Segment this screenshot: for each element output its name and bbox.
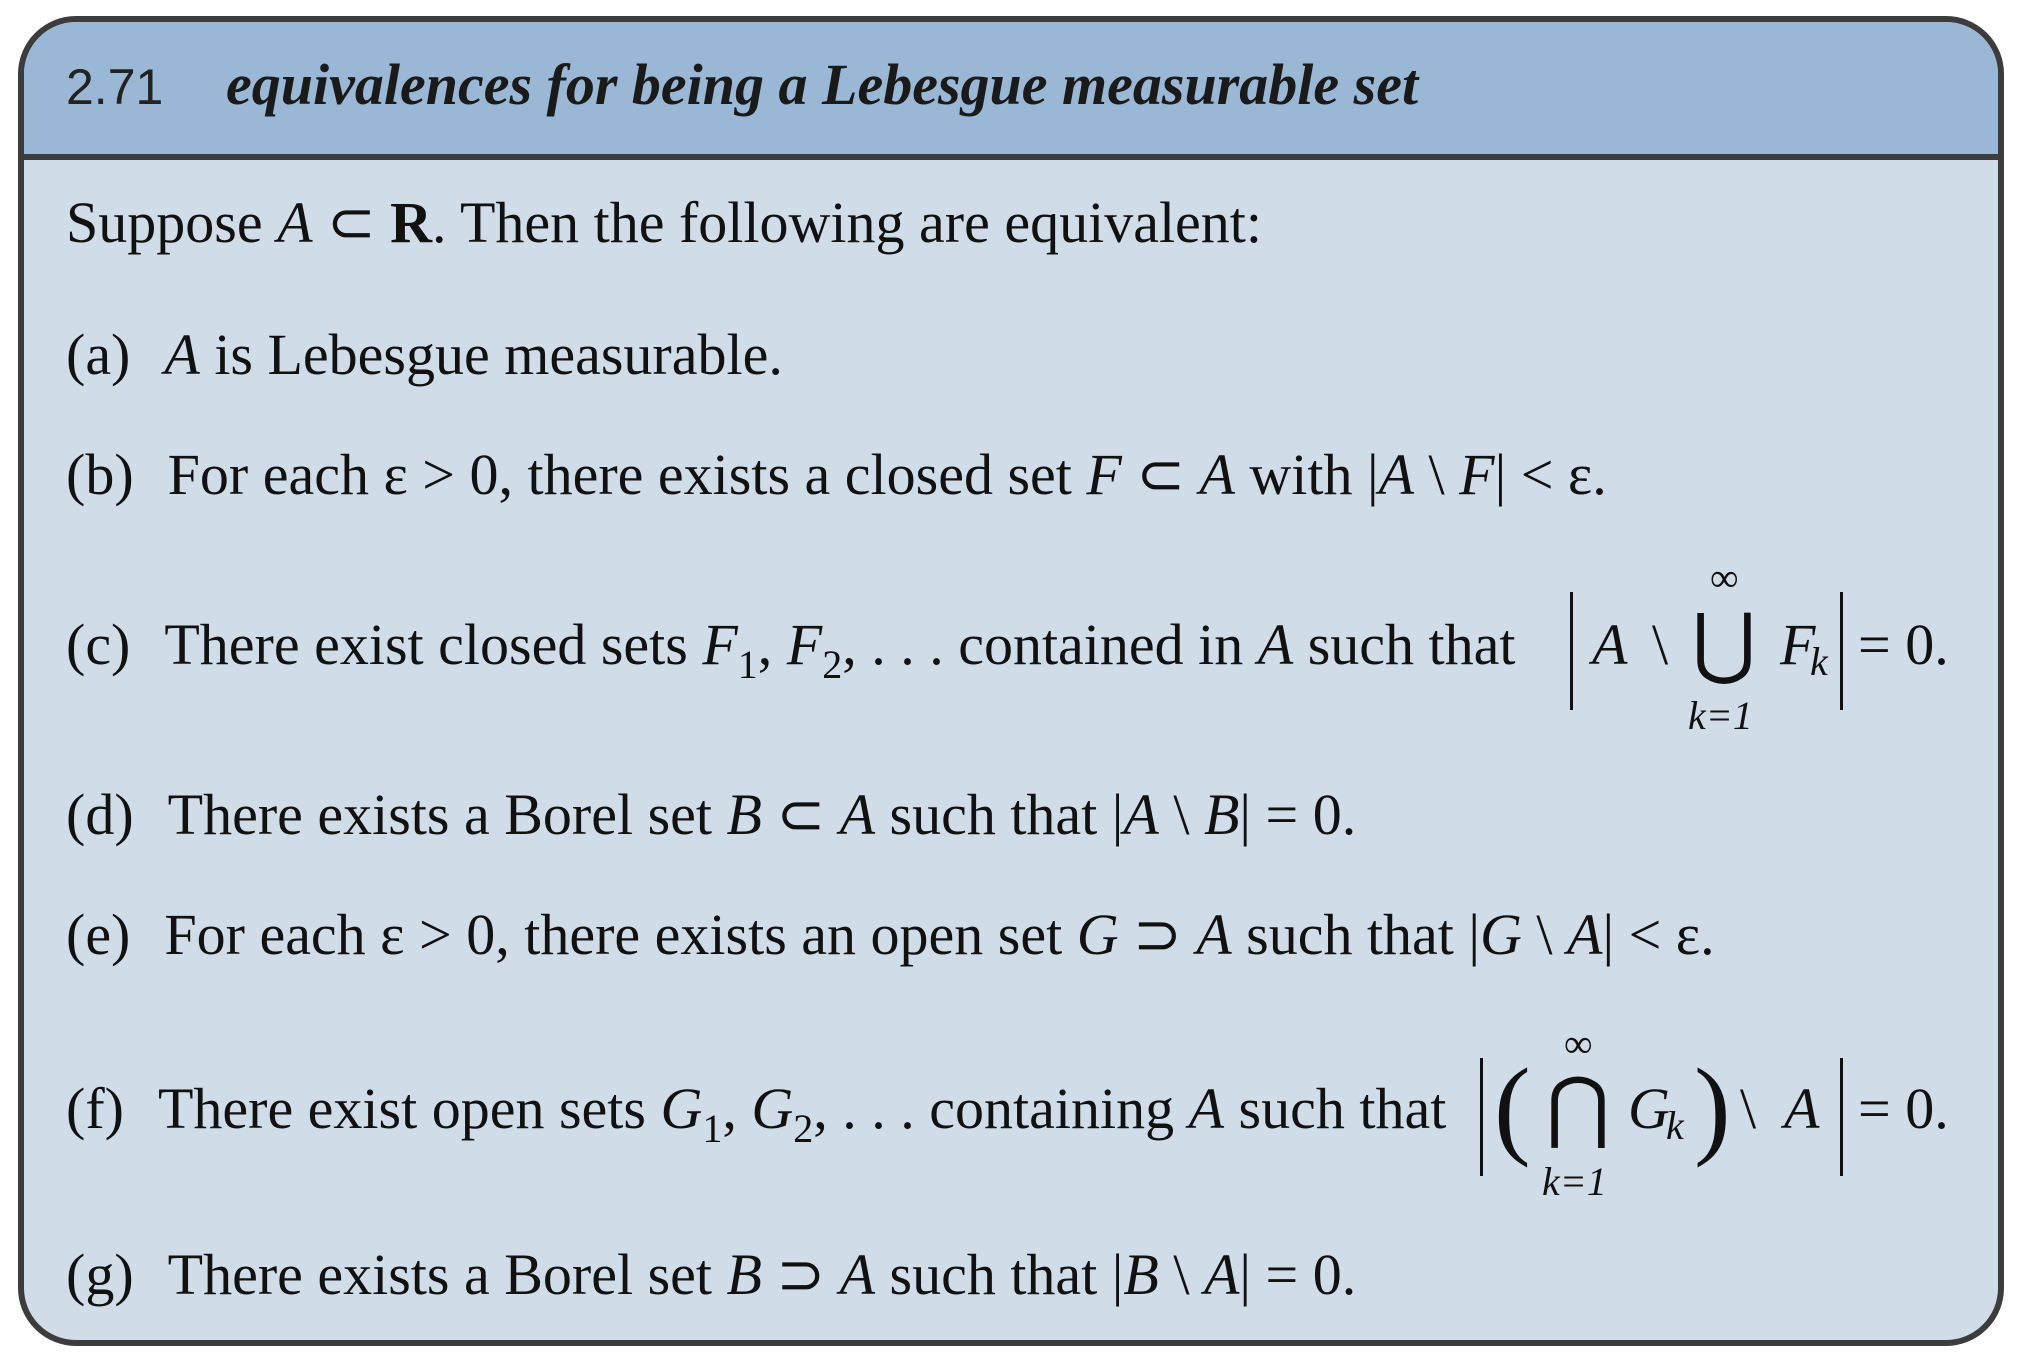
item-label: (b)	[66, 442, 134, 507]
abs-bar-left	[1480, 1058, 1483, 1176]
math-subscript-k: k	[1666, 1103, 1684, 1148]
math-G: G	[1628, 1076, 1670, 1141]
theorem-number: 2.71	[66, 59, 164, 115]
equals-zero: = 0.	[1858, 1076, 1949, 1141]
item-label: (e)	[66, 902, 131, 967]
abs-bar-right	[1840, 1058, 1843, 1176]
intersection-upper-limit: ∞	[1564, 1021, 1593, 1066]
left-paren: (	[1494, 1046, 1531, 1168]
math-subscript-k: k	[1810, 639, 1828, 684]
math-F: F	[1780, 612, 1816, 677]
theorem-header	[24, 22, 1998, 160]
item-label: (g)	[66, 1242, 134, 1307]
right-paren: )	[1694, 1046, 1731, 1168]
item-f: (f) There exist open sets $G_1$, $G_2$, . . . containing A such that	[66, 1076, 1447, 1151]
math-A: A	[1592, 612, 1628, 677]
setminus-symbol: \	[1652, 612, 1669, 677]
item-label: (f)	[66, 1076, 124, 1141]
intersection-lower-limit: k=1	[1542, 1159, 1607, 1204]
theorem-title: equivalences for being a Lebesgue measurable set	[226, 52, 1419, 117]
item-b: (b) For each ε > 0, there exists a closed set F ⊂ A with |A \ F| < ε.	[66, 442, 1607, 507]
item-c: (c) There exist closed sets $F_1$, $F_2$, . . . contained in A such that	[66, 612, 1516, 687]
item-g: (g) There exists a Borel set B ⊃ A such that |B \ A| = 0.	[66, 1242, 1357, 1307]
big-union-symbol: ⋃	[1692, 599, 1756, 686]
theorem-intro: Suppose A ⊂ R. Then the following are equivalent:	[66, 190, 1263, 255]
abs-bar-right	[1840, 592, 1843, 710]
item-e: (e) For each ε > 0, there exists an open set G ⊃ A such that |G \ A| < ε.	[66, 902, 1715, 967]
item-label: (d)	[66, 782, 134, 847]
math-A: A	[1784, 1076, 1820, 1141]
item-label: (a)	[66, 322, 131, 387]
item-label: (c)	[66, 612, 131, 677]
theorem-box	[18, 16, 2004, 1346]
union-upper-limit: ∞	[1710, 555, 1739, 600]
union-lower-limit: k=1	[1688, 693, 1753, 738]
abs-bar-left	[1570, 592, 1573, 710]
equals-zero: = 0.	[1858, 612, 1949, 677]
big-intersection-symbol: ⋂	[1546, 1063, 1610, 1150]
setminus-symbol: \	[1740, 1076, 1757, 1141]
item-d: (d) There exists a Borel set B ⊂ A such that |A \ B| = 0.	[66, 782, 1357, 847]
item-a: (a) A is Lebesgue measurable.	[66, 322, 783, 387]
